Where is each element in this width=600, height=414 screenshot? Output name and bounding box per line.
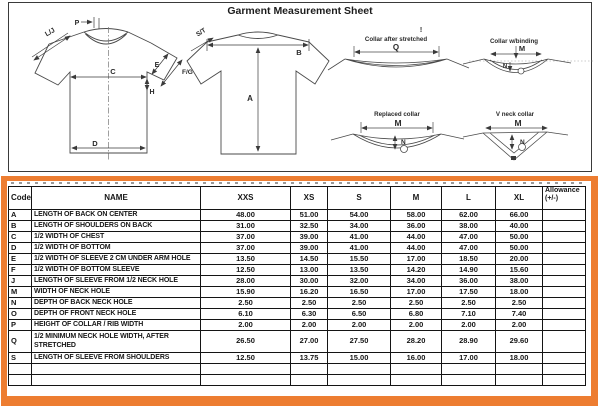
- code-cell: D: [9, 243, 32, 254]
- value-cell: 18.00: [496, 287, 543, 298]
- name-cell: 1/2 WIDTH OF CHEST: [32, 232, 201, 243]
- name-cell: DEPTH OF FRONT NECK HOLE: [32, 309, 201, 320]
- value-cell: 34.00: [328, 221, 391, 232]
- collar-binding-label-m: M: [518, 44, 526, 53]
- value-cell: 54.00: [328, 210, 391, 221]
- value-cell: 39.00: [291, 232, 328, 243]
- value-cell: 6.80: [391, 309, 442, 320]
- table-row: [9, 309, 586, 320]
- value-cell: [328, 375, 391, 386]
- allowance-cell: [543, 375, 586, 386]
- value-cell: 32.00: [328, 276, 391, 287]
- value-cell: 2.00: [201, 320, 291, 331]
- value-cell: 2.00: [328, 320, 391, 331]
- value-cell: [328, 364, 391, 375]
- collar-replaced-label-n: N: [401, 139, 406, 146]
- value-cell: 41.00: [328, 243, 391, 254]
- allowance-cell: [543, 287, 586, 298]
- value-cell: 15.90: [201, 287, 291, 298]
- measurement-table: [8, 186, 586, 386]
- collar-replaced-label-m: M: [394, 118, 402, 128]
- value-cell: 28.90: [442, 331, 496, 353]
- code-cell: Q: [9, 331, 32, 353]
- value-cell: 18.50: [442, 254, 496, 265]
- value-cell: 31.00: [201, 221, 291, 232]
- col-header-xl: XL: [496, 187, 543, 210]
- name-cell: LENGTH OF BACK ON CENTER: [32, 210, 201, 221]
- value-cell: 27.50: [328, 331, 391, 353]
- code-cell: A: [9, 210, 32, 221]
- value-cell: 37.00: [201, 243, 291, 254]
- collar-binding-diagram: [463, 46, 593, 74]
- table-row: [9, 353, 586, 364]
- collar-vneck-title: V neck collar: [495, 111, 535, 118]
- value-cell: 15.50: [328, 254, 391, 265]
- value-cell: 36.00: [391, 221, 442, 232]
- value-cell: 16.20: [291, 287, 328, 298]
- value-cell: 2.00: [391, 320, 442, 331]
- value-cell: 66.00: [496, 210, 543, 221]
- value-cell: 40.00: [496, 221, 543, 232]
- table-row: [9, 210, 586, 221]
- allowance-header-line1: Allowance: [545, 187, 580, 194]
- value-cell: 6.30: [291, 309, 328, 320]
- table-row: [9, 375, 586, 386]
- code-cell: [9, 364, 32, 375]
- value-cell: 2.50: [496, 298, 543, 309]
- allowance-cell: [543, 309, 586, 320]
- orange-frame: [1, 176, 598, 406]
- value-cell: 28.20: [391, 331, 442, 353]
- front-label-e: E: [154, 62, 160, 69]
- allowance-cell: [543, 331, 586, 353]
- garment-diagrams: [9, 3, 593, 171]
- name-cell: DEPTH OF BACK NECK HOLE: [32, 298, 201, 309]
- value-cell: 2.50: [442, 298, 496, 309]
- value-cell: 26.50: [201, 331, 291, 353]
- code-cell: C: [9, 232, 32, 243]
- value-cell: 30.00: [291, 276, 328, 287]
- value-cell: [442, 375, 496, 386]
- value-cell: 20.00: [496, 254, 543, 265]
- front-shirt-diagram: [35, 29, 177, 154]
- clipped-text-strip: [11, 182, 585, 184]
- collar-binding-label-n: N: [502, 64, 508, 70]
- value-cell: [391, 375, 442, 386]
- value-cell: 44.00: [391, 243, 442, 254]
- value-cell: 2.00: [496, 320, 543, 331]
- value-cell: 36.00: [442, 276, 496, 287]
- value-cell: 38.00: [442, 221, 496, 232]
- allowance-cell: [543, 320, 586, 331]
- name-cell: 1/2 WIDTH OF SLEEVE 2 CM UNDER ARM HOLE: [32, 254, 201, 265]
- value-cell: 17.00: [391, 254, 442, 265]
- table-row: [9, 298, 586, 309]
- value-cell: 37.00: [201, 232, 291, 243]
- code-cell: M: [9, 287, 32, 298]
- value-cell: 13.50: [328, 265, 391, 276]
- name-cell: 1/2 MINIMUM NECK HOLE WIDTH, AFTER STRETCHED: [32, 331, 201, 353]
- table-row: [9, 221, 586, 232]
- front-label-h: H: [149, 89, 155, 96]
- value-cell: [201, 364, 291, 375]
- front-label-lj: L/J: [44, 27, 57, 39]
- value-cell: 2.50: [201, 298, 291, 309]
- value-cell: [201, 375, 291, 386]
- diagram-panel: [8, 2, 592, 172]
- value-cell: 39.00: [291, 243, 328, 254]
- allowance-header-line2: (+/-): [545, 195, 559, 203]
- value-cell: 6.50: [328, 309, 391, 320]
- value-cell: 6.10: [201, 309, 291, 320]
- value-cell: 14.20: [391, 265, 442, 276]
- col-header-allowance: [543, 187, 586, 210]
- allowance-cell: [543, 243, 586, 254]
- col-header-m: M: [391, 187, 442, 210]
- table-row: [9, 232, 586, 243]
- allowance-cell: [543, 364, 586, 375]
- name-cell: HEIGHT OF COLLAR / RIB WIDTH: [32, 320, 201, 331]
- exclamation-mark: !: [419, 27, 423, 34]
- col-header-s: S: [328, 187, 391, 210]
- name-cell: LENGTH OF SLEEVE FROM SHOULDERS: [32, 353, 201, 364]
- value-cell: 14.90: [442, 265, 496, 276]
- value-cell: [496, 375, 543, 386]
- code-cell: P: [9, 320, 32, 331]
- front-label-c: C: [110, 67, 116, 76]
- value-cell: 47.00: [442, 232, 496, 243]
- value-cell: 58.00: [391, 210, 442, 221]
- value-cell: [291, 375, 328, 386]
- col-header-code: Code: [9, 187, 32, 210]
- value-cell: [442, 364, 496, 375]
- back-label-st: S/T: [195, 27, 208, 39]
- value-cell: 47.00: [442, 243, 496, 254]
- value-cell: 29.60: [496, 331, 543, 353]
- value-cell: 15.60: [496, 265, 543, 276]
- allowance-cell: [543, 298, 586, 309]
- collar-replaced-title: Replaced collar: [374, 111, 420, 118]
- name-cell: LENGTH OF SLEEVE FROM 1/2 NECK HOLE: [32, 276, 201, 287]
- allowance-cell: [543, 265, 586, 276]
- code-cell: F: [9, 265, 32, 276]
- name-cell: LENGTH OF SHOULDERS ON BACK: [32, 221, 201, 232]
- code-cell: S: [9, 353, 32, 364]
- collar-vneck-diagram: [463, 128, 568, 160]
- table-header-row: [9, 187, 586, 210]
- back-label-a: A: [247, 94, 253, 103]
- value-cell: 16.50: [328, 287, 391, 298]
- col-header-l: L: [442, 187, 496, 210]
- value-cell: 7.10: [442, 309, 496, 320]
- col-header-name: NAME: [32, 187, 201, 210]
- value-cell: 2.00: [291, 320, 328, 331]
- value-cell: 50.00: [496, 243, 543, 254]
- value-cell: 34.00: [391, 276, 442, 287]
- value-cell: 13.75: [291, 353, 328, 364]
- collar-stretched-label-q: Q: [392, 43, 400, 52]
- collar-stretched-title: Collar after stretched: [364, 36, 428, 43]
- code-cell: E: [9, 254, 32, 265]
- front-shirt-measures: [32, 17, 182, 161]
- col-header-xxs: XXS: [201, 187, 291, 210]
- value-cell: 13.50: [201, 254, 291, 265]
- allowance-cell: [543, 232, 586, 243]
- collar-vneck-label-n: N: [520, 139, 525, 146]
- value-cell: 2.00: [442, 320, 496, 331]
- value-cell: 16.00: [391, 353, 442, 364]
- value-cell: 18.00: [496, 353, 543, 364]
- back-label-b: B: [296, 48, 302, 57]
- name-cell: 1/2 WIDTH OF BOTTOM SLEEVE: [32, 265, 201, 276]
- value-cell: [496, 364, 543, 375]
- value-cell: 28.00: [201, 276, 291, 287]
- table-row: [9, 265, 586, 276]
- value-cell: 38.00: [496, 276, 543, 287]
- code-cell: B: [9, 221, 32, 232]
- table-row: [9, 254, 586, 265]
- value-cell: 27.00: [291, 331, 328, 353]
- col-header-xs: XS: [291, 187, 328, 210]
- allowance-cell: [543, 254, 586, 265]
- value-cell: 2.50: [291, 298, 328, 309]
- name-cell: 1/2 WIDTH OF BOTTOM: [32, 243, 201, 254]
- table-row: [9, 287, 586, 298]
- value-cell: 13.00: [291, 265, 328, 276]
- value-cell: 17.00: [391, 287, 442, 298]
- value-cell: 14.50: [291, 254, 328, 265]
- value-cell: 12.50: [201, 353, 291, 364]
- value-cell: 41.00: [328, 232, 391, 243]
- collar-binding-title: Collar w/binding: [489, 38, 539, 45]
- value-cell: 50.00: [496, 232, 543, 243]
- collar-vneck-label-m: M: [514, 118, 522, 128]
- value-cell: [391, 364, 442, 375]
- value-cell: 17.50: [442, 287, 496, 298]
- code-cell: N: [9, 298, 32, 309]
- allowance-cell: [543, 276, 586, 287]
- value-cell: 2.50: [391, 298, 442, 309]
- value-cell: 15.00: [328, 353, 391, 364]
- table-row: [9, 276, 586, 287]
- page-title: Garment Measurement Sheet: [227, 5, 373, 17]
- code-cell: O: [9, 309, 32, 320]
- name-cell: [32, 375, 201, 386]
- table-row: [9, 243, 586, 254]
- value-cell: 7.40: [496, 309, 543, 320]
- allowance-cell: [543, 210, 586, 221]
- allowance-cell: [543, 353, 586, 364]
- value-cell: 51.00: [291, 210, 328, 221]
- code-cell: J: [9, 276, 32, 287]
- value-cell: 17.00: [442, 353, 496, 364]
- table-row: [9, 320, 586, 331]
- code-cell: [9, 375, 32, 386]
- front-label-fg: F/G: [182, 69, 193, 76]
- value-cell: 62.00: [442, 210, 496, 221]
- value-cell: 44.00: [391, 232, 442, 243]
- value-cell: [291, 364, 328, 375]
- front-label-d: D: [92, 139, 98, 148]
- name-cell: [32, 364, 201, 375]
- table-row: [9, 364, 586, 375]
- value-cell: 48.00: [201, 210, 291, 221]
- value-cell: 2.50: [328, 298, 391, 309]
- measurement-table-body: [9, 210, 586, 386]
- value-cell: 12.50: [201, 265, 291, 276]
- name-cell: WIDTH OF NECK HOLE: [32, 287, 201, 298]
- allowance-cell: [543, 221, 586, 232]
- table-row: [9, 331, 586, 353]
- front-label-p: P: [74, 20, 80, 27]
- value-cell: 32.50: [291, 221, 328, 232]
